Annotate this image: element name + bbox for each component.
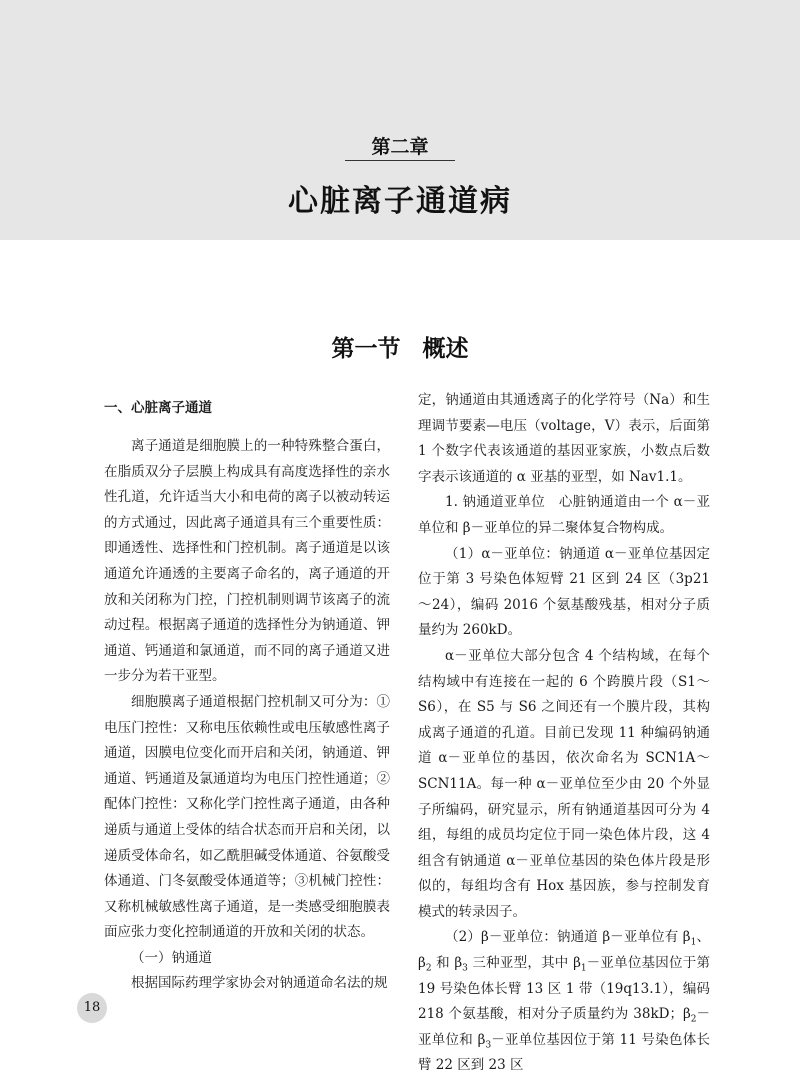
text-run: 和 β [431, 955, 463, 972]
text-run: －亚单位和 β [418, 1006, 710, 1048]
paragraph: 1. 钠通道亚单位 心脏钠通道由一个 α－亚单位和 β－亚单位的异二聚体复合物构成。 [418, 494, 710, 536]
subscript: 1 [580, 963, 587, 974]
subscript: 2 [425, 963, 432, 974]
subscript: 3 [485, 1040, 492, 1051]
text-run: －亚单位基因位于第 19 号染色体长臂 13 区 1 带（19q13.1），编码 218 个氨基酸，相对分子质量约为 38kD；β [418, 955, 711, 1023]
section-title: 第一节 概述 [331, 335, 469, 362]
text-run: （2）β－亚单位：钠通道 β－亚单位有 β [445, 929, 691, 946]
section-heading: 一、心脏离子通道 [104, 400, 212, 416]
text-run: 三种亚型，其中 β [467, 955, 581, 972]
subheading: （一）钠通道 [131, 949, 212, 966]
subscript: 3 [462, 963, 468, 974]
paragraph: 离子通道是细胞膜上的一种特殊整合蛋白，在脂质双分子层膜上构成具有高度选择性的亲水性孔道，允许适当大小和电荷的离子以被动转运的方式通过，因此离子通道具有三个重要性质：即通透性、选择性和门控机制。离子通道是以该通道允许通透的主要离子命名的，离子通道的开放和关闭称为门控，门控机制则调节该离子的流动过程。根据离子通道的选择性分为钠通道、钾通道、钙通道和氯通道，而不同的离子通道又进一步分为若干亚型。 [104, 438, 390, 685]
paragraph: （1）α－亚单位：钠通道 α－亚单位基因定位于第 3 号染色体短臂 21 区到 24 区（3p21～24），编码 2016 个氨基酸残基，相对分子质量约为 260kD。 [418, 545, 710, 639]
page-number: 18 [77, 993, 107, 1023]
chapter-rule [345, 160, 455, 161]
right-column [418, 388, 710, 1079]
subscript: 1 [690, 938, 697, 949]
chapter-label: 第二章 [371, 136, 429, 158]
chapter-title: 心脏离子通道病 [288, 184, 512, 219]
text-run: 、β [418, 929, 710, 972]
paragraph: 细胞膜离子通道根据门控机制又可分为：①电压门控性：又称电压依赖性或电压敏感性离子通道，因膜电位变化而开启和关闭，钠通道、钾通道、钙通道及氯通道均为电压门控性通道；②配体门控性：又称化学门控性离子通道，由各种递质与通道上受体的结合状态而开启和关闭，以递质受体命名，如乙酰胆碱受体通道、谷氨酸受体通道、门冬氨酸受体通道等；③机械门控性：又称机械敏感性离子通道，是一类感受细胞膜表面应张力变化控制通道的开放和关闭的状态。 [104, 693, 390, 941]
subscript: 2 [690, 1014, 697, 1025]
paragraph: 根据国际药理学家协会对钠通道命名法的规 [131, 975, 388, 992]
text-run: －亚单位基因位于第 11 号染色体长臂 22 区到 23 区 [418, 1031, 710, 1074]
paragraph [418, 925, 710, 1079]
left-column [104, 388, 390, 997]
paragraph: α－亚单位大部分包含 4 个结构域，在每个结构域中有连接在一起的 6 个跨膜片段（S1～S6），在 S5 与 S6 之间还有一个膜片段，其构成离子通道的孔道。目前已发现 11 种编码钠通道 α－亚单位的基因，依次命名为 SCN1A～SCN11A。每一种 α－亚单位至少由 20 个外显子所编码，研究显示，所有钠通道基因可分为 4 组，每组的成员均定位于同一染色体片段，这 4 组含有钠通道 α－亚单位基因的染色体片段是形似的，每组均含有 Hox 基因族，参与控制发育模式的转录因子。 [418, 647, 710, 920]
paragraph: 定，钠通道由其通透离子的化学符号（Na）和生理调节要素—电压（voltage，V）表示，后面第 1 个数字代表该通道的基因亚家族，小数点后数字表示该通道的 α 亚基的亚型，如 Nav1.1。 [418, 392, 710, 485]
